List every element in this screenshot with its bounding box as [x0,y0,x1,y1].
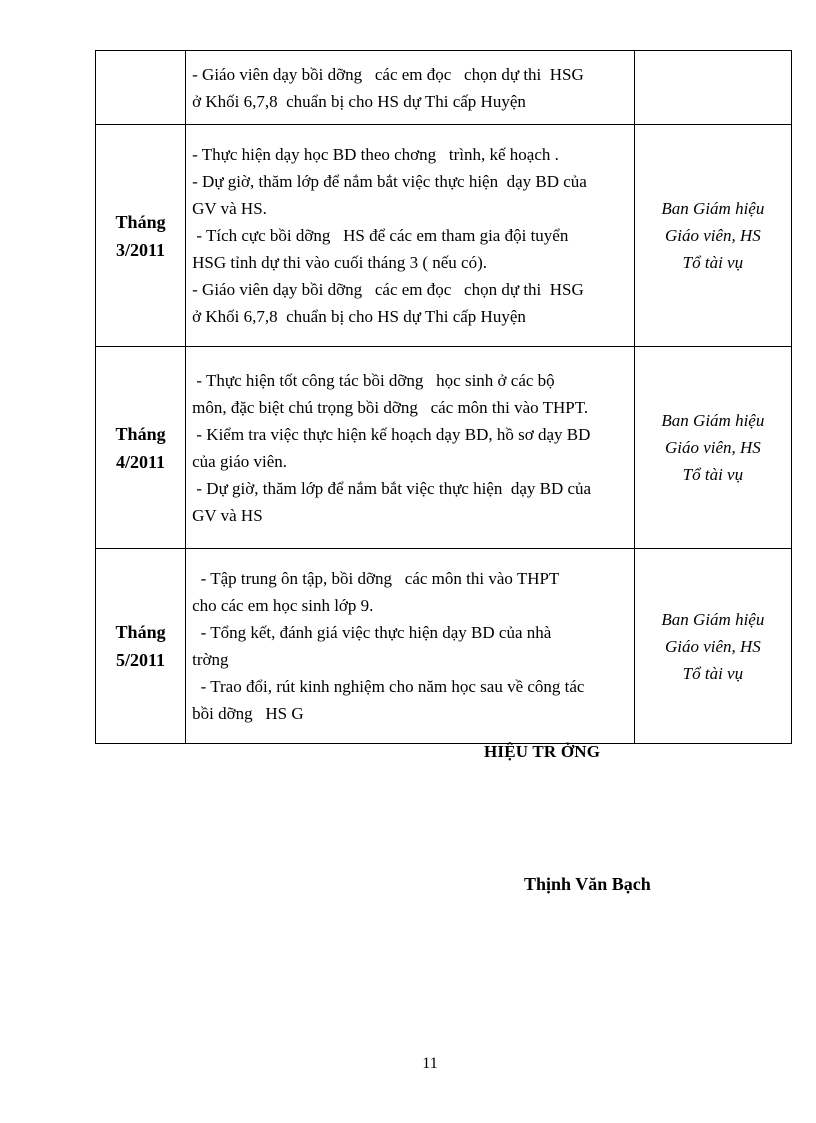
responsible-cell [634,51,791,125]
content-cell [186,125,635,347]
month-label-line: 4/2011 [116,451,166,472]
responsible-cell [634,347,791,549]
content-line: - Giáo viên dạy bồi dỡng các em đọc chọn dự thi HSG [192,280,584,299]
table-row [96,51,792,125]
signature-name: Thịnh Văn Bạch [524,874,651,894]
month-cell [96,549,186,744]
content-line: - Trao đổi, rút kinh nghiệm cho năm học sau về công tác [192,677,585,696]
table-row [96,549,792,744]
responsible-line: Tổ tài vụ [682,465,744,484]
table-row [96,125,792,347]
content-line: ở Khối 6,7,8 chuẩn bị cho HS dự Thi cấp Huyện [192,91,526,111]
content-line: - Giáo viên dạy bồi dỡng các em đọc chọn dự thi HSG [192,64,584,84]
content-line: - Tổng kết, đánh giá việc thực hiện dạy BD của nhà [192,623,552,642]
month-label-line: 5/2011 [116,650,166,670]
page-number: 11 [422,1055,438,1072]
content-line: GV và HS [192,505,263,525]
plan-table-body [96,51,792,744]
content-line: của giáo viên. [192,451,288,471]
month-label-line: Tháng [115,211,166,232]
month-label-line: Tháng [115,622,166,642]
content-line: - Dự giờ, thăm lớp để nắm bắt việc thực hiện dạy BD của [192,478,592,498]
content-cell [186,347,635,549]
month-cell [96,347,186,549]
content-line: cho các em học sinh lớp 9. [192,596,374,615]
responsible-cell [634,549,791,744]
month-cell [96,51,186,125]
responsible-line: Tổ tài vụ [682,663,744,683]
responsible-line: Ban Giám hiệu [661,609,765,629]
table-row [96,347,792,549]
content-line: môn, đặc biệt chú trọng bồi dỡng các môn thi vào THPT. [192,397,589,417]
responsible-line: Giáo viên, HS [664,636,761,656]
responsible-line: Tổ tài vụ [682,253,744,272]
content-line: - Tập trung ôn tập, bồi dỡng các môn thi vào THPT [192,569,560,588]
month-cell [96,125,186,347]
responsible-line: Ban Giám hiệu [661,411,765,430]
responsible-line: Giáo viên, HS [664,438,761,457]
content-line: ở Khối 6,7,8 chuẩn bị cho HS dự Thi cấp Huyện [192,307,526,326]
signature-title: HIỆU TR ỞNG [484,742,601,761]
month-label-line: 3/2011 [116,239,166,260]
content-line: - Dự giờ, thăm lớp để nắm bắt việc thực hiện dạy BD của [192,172,587,191]
responsible-line: Ban Giám hiệu [661,199,765,218]
month-label-line: Tháng [115,423,166,444]
content-line: - Tích cực bồi dỡng HS để các em tham gia đội tuyển [192,226,569,245]
content-line: bồi dỡng HS G [192,704,304,723]
content-line: - Thực hiện tốt công tác bồi dỡng học sinh ở các bộ [192,370,555,390]
plan-table [95,50,792,744]
content-line: HSG tỉnh dự thi vào cuối tháng 3 ( nếu có). [192,253,487,272]
content-line: - Kiểm tra việc thực hiện kế hoạch dạy BD, hồ sơ dạy BD [192,424,591,444]
content-cell [186,51,635,125]
responsible-line: Giáo viên, HS [664,226,761,245]
content-line: trờng [192,650,229,669]
content-cell [186,549,635,744]
content-line: - Thực hiện dạy học BD theo chơng trình, kế hoạch . [192,145,559,164]
responsible-cell [634,125,791,347]
content-line: GV và HS. [192,199,267,218]
